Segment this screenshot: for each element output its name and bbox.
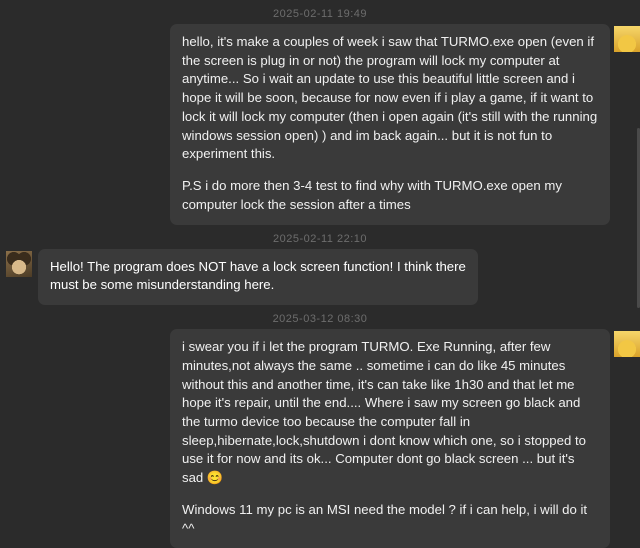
message-paragraph: Windows 11 my pc is an MSI need the model ? if i can help, i will do it ^^ <box>182 501 588 536</box>
message-bubble[interactable] <box>170 24 610 225</box>
message-paragraph: i swear you if i let the program TURMO. Exe Running, after few minutes,not always the same .. sometime i can do like 45 minutes without this and another time, it's can take like 1h30 and that let me hope it's repair, until the end.... Where i saw my screen go black and the turmo device too because the computer fall in sleep,hibernate,lock,shutdown i dont know which one, so i stopped to use it for now and its ok... Computer dont go black screen ... but it's sad 😊 <box>182 339 586 486</box>
message-timestamp: 2025-02-11 22:10 <box>272 232 368 245</box>
message-row-outgoing <box>0 24 640 225</box>
message-timestamp: 2025-03-12 08:30 <box>272 313 368 326</box>
message-group <box>0 24 640 225</box>
message-bubble[interactable] <box>38 249 478 305</box>
message-paragraph: hello, it's make a couples of week i saw that TURMO.exe open (even if the screen is plug in or not) the program will lock my computer at anytime... So i wait an update to use this beautiful little screen and i hope it will be soon, because for now even if i play a game, if it want to lock it will lock my computer (then i open again (it's still with the running windows session open) ) and im back again... but it is not fun to experiment this. <box>182 34 598 162</box>
avatar-image-icon <box>6 251 32 277</box>
message-bubble[interactable] <box>170 329 610 548</box>
message-group <box>0 249 640 305</box>
chat-conversation-panel <box>0 8 640 536</box>
avatar[interactable] <box>6 251 32 277</box>
message-row-outgoing <box>0 329 640 548</box>
message-timestamp: 2025-02-11 19:49 <box>272 8 368 20</box>
message-group <box>0 329 640 548</box>
message-paragraph: Hello! The program does NOT have a lock screen function! I think there must be some misunderstanding here. <box>50 258 466 293</box>
message-paragraph: P.S i do more then 3-4 test to find why with TURMO.exe open my computer lock the session after a times <box>182 178 562 212</box>
message-row-incoming <box>0 249 640 305</box>
